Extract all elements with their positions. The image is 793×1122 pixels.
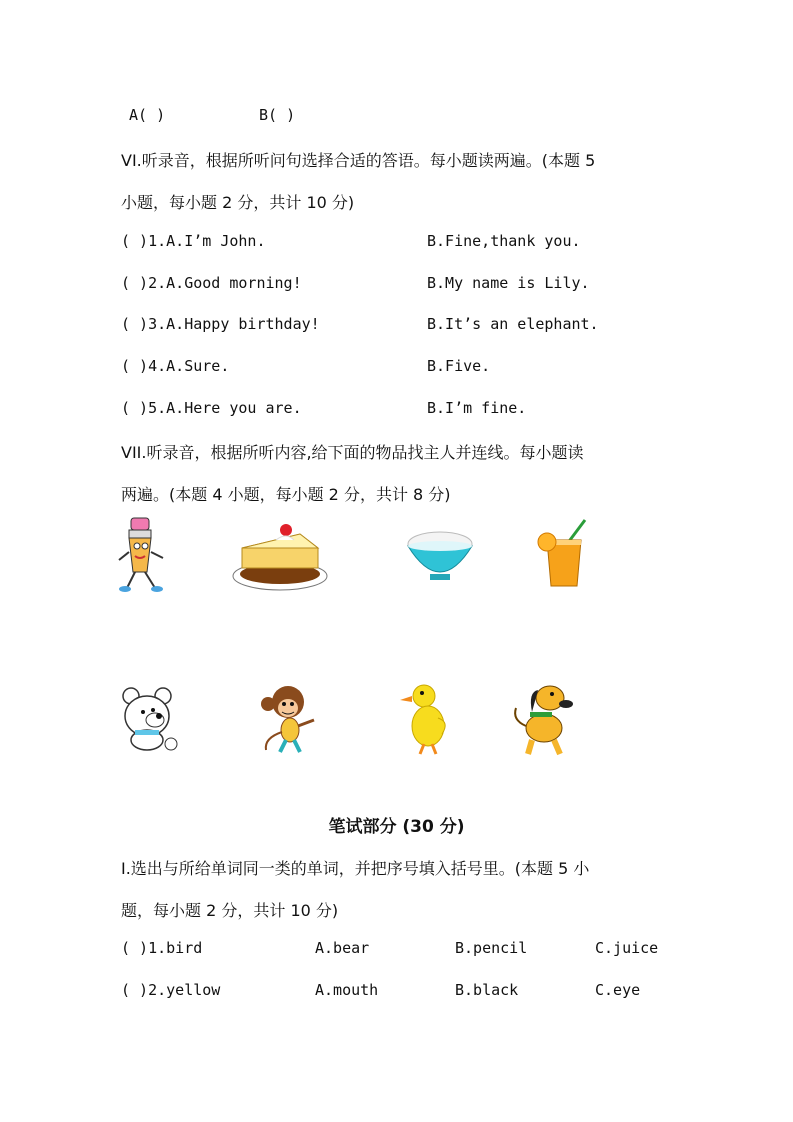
- s6-q1-b: B.Fine,thank you.: [427, 232, 581, 250]
- section6-heading-1: VI.听录音，根据所听问句选择合适的答语。每小题读两遍。(本题 5: [121, 151, 596, 170]
- w-q1-a: A.bear: [315, 939, 370, 957]
- pencil-character-icon: [117, 514, 173, 592]
- w-q1-stem: ( )1.bird: [121, 939, 203, 957]
- s6-q5-b: B.I’m fine.: [427, 399, 527, 417]
- rice-bowl-icon: [404, 528, 476, 588]
- cake-icon: [230, 514, 330, 594]
- w-q2-b: B.black: [455, 981, 519, 999]
- section7-heading-2: 两遍。(本题 4 小题，每小题 2 分，共计 8 分): [121, 485, 451, 504]
- written-section1-heading-2: 题，每小题 2 分，共计 10 分): [121, 901, 339, 920]
- s6-q4-b: B.Five.: [427, 357, 491, 375]
- section7-heading-1: VII.听录音，根据所听内容,给下面的物品找主人并连线。每小题读: [121, 443, 584, 462]
- written-section1-heading-1: I.选出与所给单词同一类的单词，并把序号填入括号里。(本题 5 小: [121, 859, 590, 878]
- answer-b: B( ): [259, 106, 296, 124]
- written-part-title: 笔试部分 (30 分): [328, 817, 465, 837]
- w-q2-c: C.eye: [595, 981, 641, 999]
- section6-heading-2: 小题，每小题 2 分，共计 10 分): [121, 193, 355, 212]
- s6-q5-stem: ( )5.A.Here you are.: [121, 399, 302, 417]
- dog-icon: [510, 682, 582, 758]
- s6-q3-b: B.It’s an elephant.: [427, 315, 599, 333]
- w-q2-a: A.mouth: [315, 981, 379, 999]
- bear-icon: [117, 686, 183, 754]
- w-q2-stem: ( )2.yellow: [121, 981, 221, 999]
- s6-q1-stem: ( )1.A.I’m John.: [121, 232, 266, 250]
- duck-icon: [398, 682, 454, 758]
- s6-q4-stem: ( )4.A.Sure.: [121, 357, 230, 375]
- s6-q2-stem: ( )2.A.Good morning!: [121, 274, 302, 292]
- s6-q3-stem: ( )3.A.Happy birthday!: [121, 315, 320, 333]
- s6-q2-b: B.My name is Lily.: [427, 274, 590, 292]
- orange-juice-icon: [537, 518, 591, 590]
- w-q1-c: C.juice: [595, 939, 659, 957]
- answer-a: A( ): [129, 106, 166, 124]
- w-q1-b: B.pencil: [455, 939, 528, 957]
- monkey-icon: [258, 684, 320, 756]
